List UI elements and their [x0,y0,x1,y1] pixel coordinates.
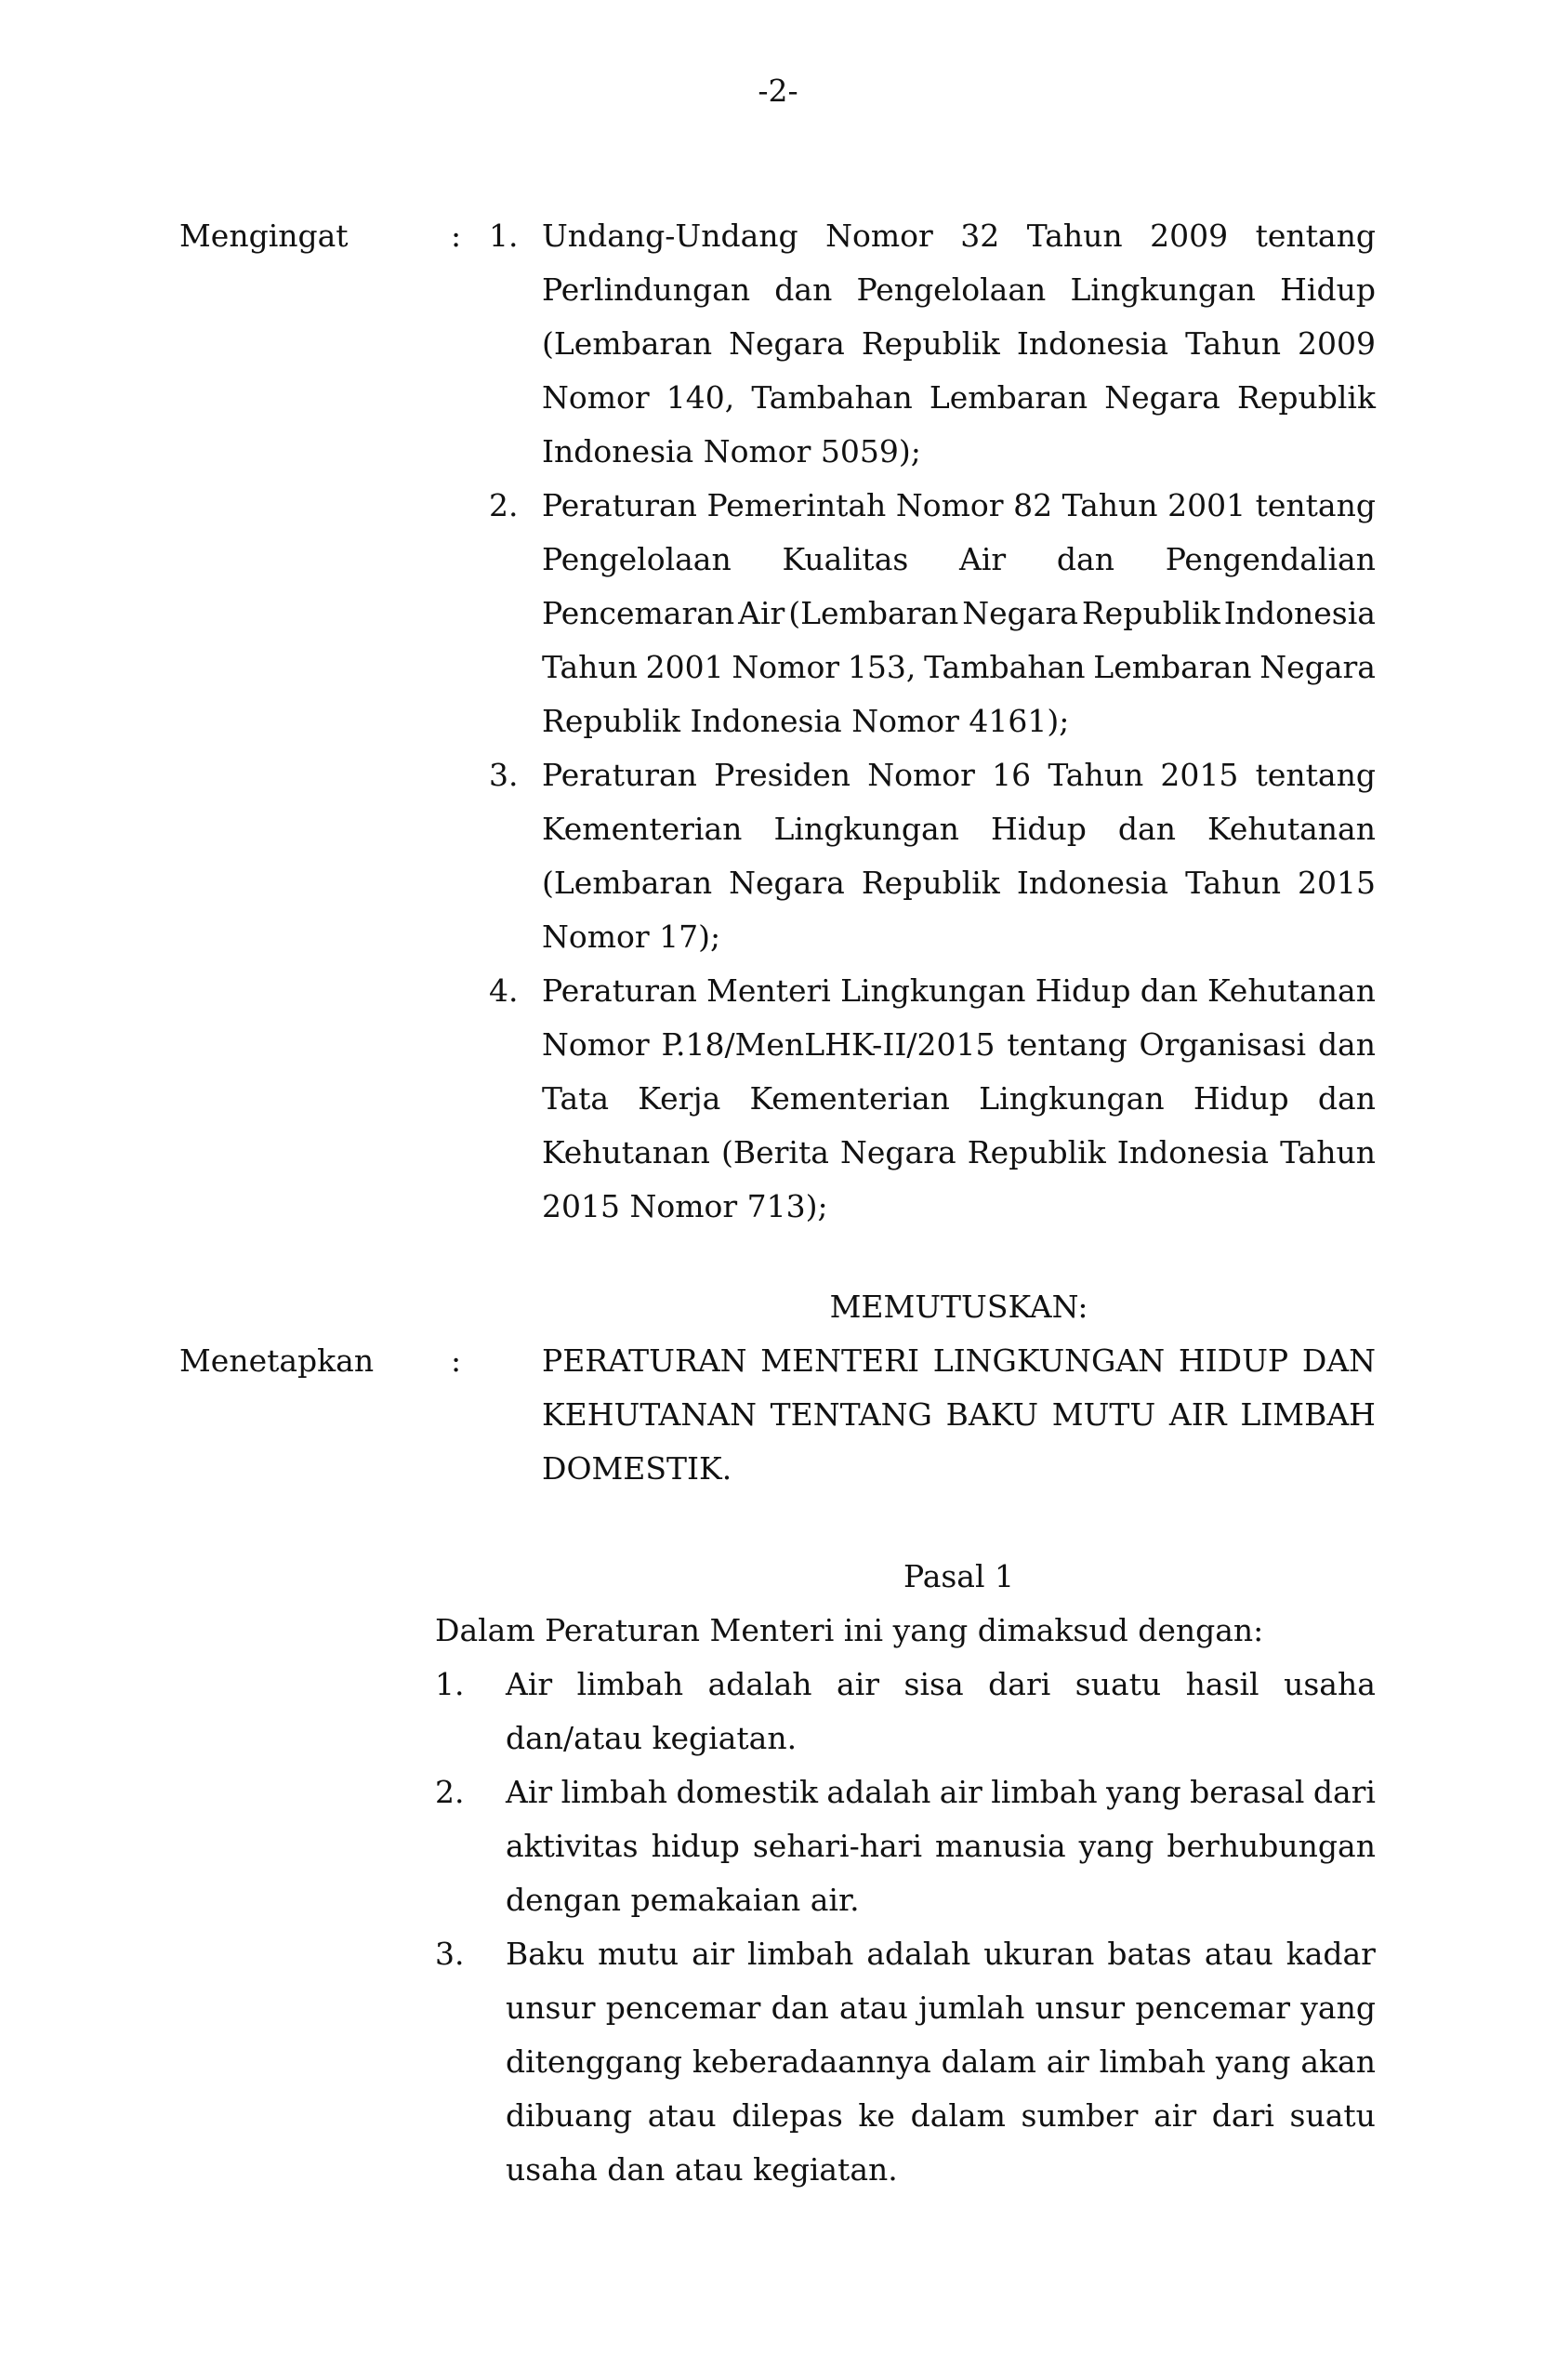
word: berhubungan [1167,1828,1376,1864]
word: hidup [651,1828,740,1864]
word: Kementerian [749,1080,950,1117]
memutuskan-heading: MEMUTUSKAN: [829,1289,1088,1325]
word: ukuran [983,1936,1095,1972]
word: Hidup [1035,972,1131,1009]
pasal-item-line [506,1666,1376,1703]
word: usaha [1284,1666,1376,1702]
word: Air [738,595,785,631]
word: dari [1211,2097,1274,2134]
pasal-item-line [506,1990,1376,2027]
mengingat-label: Mengingat [179,218,349,254]
word: Lembaran [1093,649,1252,685]
mengingat-item-number: 4. [489,972,519,1009]
word: Indonesia [1223,595,1376,631]
mengingat-colon: : [451,218,462,254]
word: Tahun [1185,325,1281,362]
mengingat-item-line [542,649,1376,686]
word: Peraturan [542,972,697,1009]
word: Lembaran [929,379,1088,416]
word: manusia [935,1828,1066,1864]
word: Pengelolaan [542,541,732,577]
word: DAN [1301,1342,1376,1379]
word: MUTU [1051,1396,1156,1433]
mengingat-item-line [542,865,1376,902]
word: Hidup [990,811,1087,847]
word: dari [1312,1774,1376,1810]
word: unsur [506,1990,596,2026]
word: Kementerian [542,811,743,847]
word: ke [858,2097,895,2134]
pasal-item-line [506,2043,1376,2081]
word: Republik [967,1134,1106,1170]
word: Air [506,1774,553,1810]
word: Nomor [867,757,975,793]
word: limbah [560,1774,668,1810]
word: keberadaannya [692,2043,931,2080]
word: air [1154,2097,1197,2134]
word: yang [1300,1990,1376,2026]
word: Kehutanan [1207,972,1376,1009]
word: P.18/MenLHK-II/2015 [661,1026,996,1063]
word: Republik [1081,595,1220,631]
word: yang [1078,1828,1154,1864]
word: sehari-hari [752,1828,923,1864]
word: Kerja [638,1080,721,1117]
word: Menteri [706,972,831,1009]
word: Negara [962,595,1078,631]
pasal-title: Pasal 1 [903,1558,1015,1594]
pasal-intro: Dalam Peraturan Menteri ini yang dimaksud dengan: [435,1612,1264,1648]
word: 32 [960,218,1000,254]
word: kadar [1286,1936,1376,1972]
word: Negara [729,865,845,901]
mengingat-item-number: 2. [489,487,519,523]
word: atau [1204,1936,1273,1972]
word: Nomor [825,218,933,254]
word: Republik [861,325,1000,362]
mengingat-item-line [542,1026,1376,1064]
word: dan [1317,1080,1376,1117]
word: Perlindungan [542,271,751,308]
word: ditenggang [506,2043,683,2080]
word: Pengelolaan [856,271,1047,308]
word: (Lembaran [542,865,713,901]
word: Pengendalian [1165,541,1376,577]
word: MENTERI [760,1342,919,1379]
word: dan [1140,972,1198,1009]
word: Peraturan [542,757,697,793]
word: Baku [506,1936,586,1972]
word: Tambahan [751,379,913,416]
word: Negara [729,325,845,362]
word: domestik [676,1774,818,1810]
mengingat-item-line [542,325,1376,363]
word: (Lembaran [788,595,959,631]
word: Nomor [895,487,1004,523]
word: Republik [861,865,1000,901]
word: Tahun [1062,487,1158,523]
word: Negara [840,1134,956,1170]
word: Republik [1236,379,1376,416]
word: unsur [1035,1990,1126,2026]
mengingat-item-line [542,972,1376,1010]
word: LINGKUNGAN [932,1342,1166,1379]
word: dilepas [732,2097,843,2134]
word: Indonesia [1016,325,1169,362]
menetapkan-line: DOMESTIK. [542,1450,732,1487]
mengingat-item-line [542,1134,1376,1171]
pasal-item-number: 1. [435,1666,465,1702]
word: 2015 [1160,757,1239,793]
word: jumlah [918,1990,1025,2026]
word: pencemar [605,1990,761,2026]
pasal-item-line: dan/atau kegiatan. [506,1720,798,1756]
word: 2009 [1297,325,1376,362]
mengingat-item-line: Nomor 17); [542,919,721,955]
word: dan [774,271,833,308]
word: air [1046,2043,1089,2080]
word: Tahun [1048,757,1144,793]
word: 140, [666,379,735,416]
word: Indonesia [1116,1134,1270,1170]
word: PERATURAN [542,1342,747,1379]
word: berasal [1190,1774,1305,1810]
word: Peraturan [542,487,697,523]
pasal-item-line [506,2097,1376,2135]
menetapkan-line [542,1396,1376,1434]
word: atau [838,1990,908,2026]
word: adalah [826,1774,931,1810]
word: Undang-Undang [542,218,798,254]
word: suatu [1289,2097,1376,2134]
word: adalah [866,1936,971,1972]
mengingat-item-line [542,1080,1376,1117]
pasal-item-number: 2. [435,1774,465,1810]
word: dan [1117,811,1176,847]
word: Tahun [542,649,638,685]
word: dan [771,1990,829,2026]
mengingat-item-line [542,757,1376,794]
word: Tahun [1185,865,1281,901]
word: KEHUTANAN [542,1396,757,1433]
word: Tahun [1026,218,1123,254]
word: Lingkungan [773,811,959,847]
word: air [692,1936,735,1972]
word: (Berita [721,1134,829,1170]
mengingat-item-line [542,487,1376,524]
pasal-item-line [506,1774,1376,1811]
word: Nomor [542,379,650,416]
word: Air [959,541,1007,577]
word: dalam [910,2097,1006,2134]
mengingat-item-line [542,271,1376,309]
word: Hidup [1193,1080,1289,1117]
word: Lingkungan [840,972,1026,1009]
mengingat-item-number: 1. [489,218,519,254]
word: 2009 [1150,218,1229,254]
mengingat-item-line [542,379,1376,416]
word: Pencemaran [542,595,735,631]
word: batas [1107,1936,1193,1972]
pasal-item-number: 3. [435,1936,465,1972]
word: limbah [746,1936,854,1972]
word: Presiden [714,757,851,793]
word: 153, [847,649,916,685]
word: pencemar [1135,1990,1291,2026]
word: 2015 [1297,865,1376,901]
page-number: -2- [758,73,798,109]
word: Negara [1104,379,1220,416]
word: 2001 [1167,487,1246,523]
menetapkan-line [542,1342,1376,1380]
pasal-item-line: usaha dan atau kegiatan. [506,2151,898,2188]
word: tentang [1255,218,1376,254]
pasal-item-line [506,1936,1376,1973]
word: air [837,1666,880,1702]
word: Kehutanan [542,1134,710,1170]
word: AIR [1168,1396,1227,1433]
word: TENTANG [770,1396,932,1433]
word: Lingkungan [1070,271,1256,308]
word: Pemerintah [706,487,887,523]
mengingat-item-number: 3. [489,757,519,793]
word: Tambahan [924,649,1086,685]
mengingat-item-line [542,541,1376,578]
word: Kualitas [782,541,909,577]
word: dalam [941,2043,1036,2080]
word: HIDUP [1178,1342,1289,1379]
word: Organisasi [1139,1026,1307,1063]
mengingat-item-line [542,811,1376,848]
word: hasil [1185,1666,1259,1702]
word: 2001 [645,649,724,685]
word: dan [1056,541,1114,577]
word: adalah [707,1666,812,1702]
word: Nomor [732,649,840,685]
word: Indonesia [1016,865,1169,901]
mengingat-item-line: Indonesia Nomor 5059); [542,433,921,469]
word: Lingkungan [979,1080,1165,1117]
word: sumber [1021,2097,1139,2134]
pasal-item-line: dengan pemakaian air. [506,1882,860,1918]
word: suatu [1075,1666,1162,1702]
word: limbah [576,1666,684,1702]
word: limbah [1099,2043,1207,2080]
word: air [939,1774,982,1810]
mengingat-item-line: Republik Indonesia Nomor 4161); [542,703,1070,739]
word: limbah [991,1774,1098,1810]
word: Kehutanan [1207,811,1376,847]
word: aktivitas [506,1828,639,1864]
word: yang [1106,1774,1181,1810]
word: Tata [542,1080,610,1117]
word: (Lembaran [542,325,713,362]
mengingat-item-line [542,595,1376,632]
word: LIMBAH [1240,1396,1376,1433]
word: Tahun [1280,1134,1376,1170]
word: mutu [598,1936,679,1972]
menetapkan-label: Menetapkan [179,1342,375,1379]
word: dibuang [506,2097,633,2134]
word: Negara [1259,649,1376,685]
word: BAKU [945,1396,1039,1433]
word: 16 [992,757,1032,793]
word: atau [647,2097,717,2134]
word: yang [1215,2043,1291,2080]
pasal-item-line [506,1828,1376,1865]
word: Air [506,1666,553,1702]
word: Hidup [1280,271,1376,308]
word: tentang [1255,487,1376,523]
word: 82 [1013,487,1053,523]
mengingat-item-line: 2015 Nomor 713); [542,1188,828,1224]
word: tentang [1007,1026,1127,1063]
word: Nomor [542,1026,650,1063]
word: dari [988,1666,1051,1702]
mengingat-item-line [542,218,1376,255]
word: akan [1300,2043,1376,2080]
word: dan [1317,1026,1376,1063]
menetapkan-colon: : [451,1342,462,1379]
word: tentang [1255,757,1376,793]
word: sisa [903,1666,964,1702]
